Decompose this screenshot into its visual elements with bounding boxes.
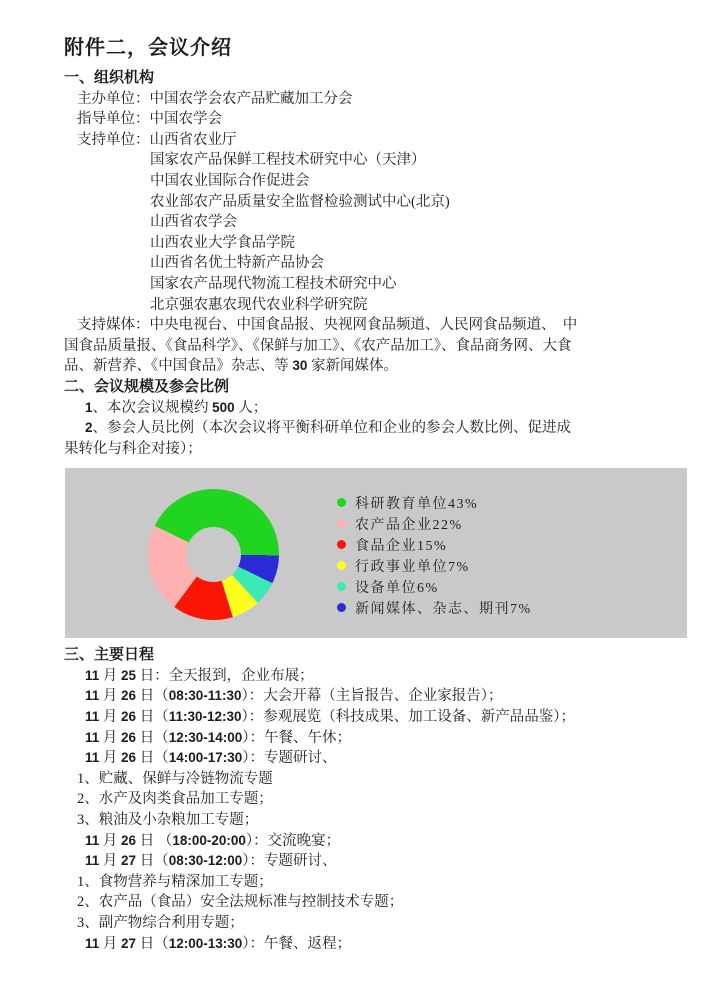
legend-label: 食品企业15% xyxy=(355,538,448,554)
advisor-unit-value: 中国农学会 xyxy=(149,111,222,128)
schedule-line: 11 月 27 日（12:00-13:30）：午餐、返程； xyxy=(85,935,351,952)
legend-dot-cyan xyxy=(337,582,346,591)
host-unit-line xyxy=(64,89,687,110)
legend-label: 农产品企业22% xyxy=(355,517,463,533)
legend-label: 设备单位6% xyxy=(355,580,439,596)
schedule-line: 11 月 25 日：全天报到，企业布展； xyxy=(85,667,314,684)
legend-label: 行政事业单位7% xyxy=(355,559,470,575)
scale-line: 果转化与科企对接）； xyxy=(64,440,202,457)
legend-dot-green xyxy=(337,498,346,507)
schedule-line: 11 月 26 日（14:00-17:30）：专题研讨、 xyxy=(85,750,337,767)
chart-legend xyxy=(337,492,532,618)
host-unit-value: 中国农学会农产品贮藏加工分会 xyxy=(149,90,353,107)
media-line: 品、新营养、《中国食品》杂志、等 30 家新闻媒体。 xyxy=(64,358,399,375)
schedule-topic-line: 3、粮油及小杂粮加工专题； xyxy=(77,812,259,829)
support-unit-line xyxy=(64,130,687,151)
legend-dot-yellow xyxy=(337,561,346,570)
section-org-heading: 一、组织机构 xyxy=(64,70,155,86)
donut-chart xyxy=(148,489,279,620)
legend-item xyxy=(337,555,532,576)
schedule-line: 11 月 26 日（08:30-11:30）：大会开幕（主旨报告、企业家报告）； xyxy=(85,688,503,705)
document-title: 附件二，会议介绍 xyxy=(64,37,232,59)
legend-item xyxy=(337,576,532,597)
legend-dot-pink xyxy=(337,519,346,528)
support-unit-line: 山西省名优土特新产品协会 xyxy=(150,255,324,272)
legend-label: 新闻媒体、杂志、期刊7% xyxy=(355,601,532,617)
schedule-topic-line: 3、副产物综合利用专题； xyxy=(77,915,244,931)
support-unit-value: 山西省农业厅 xyxy=(149,131,237,148)
schedule-line: 11 月 27 日（08:30-12:00）：专题研讨、 xyxy=(85,853,337,870)
schedule-topic-line: 2、水产及肉类食品加工专题； xyxy=(77,791,273,808)
legend-dot-red xyxy=(337,540,346,549)
section-scale-heading: 二、会议规模及参会比例 xyxy=(64,378,230,395)
schedule-line: 11 月 26 日（12:30-14:00）：午餐、午休； xyxy=(85,729,351,746)
support-unit-line: 北京强农惠农现代农业科学研究院 xyxy=(150,296,368,313)
media-line: 国食品质量报、《食品科学》、《保鲜与加工》、《农产品加工》、食品商务网、大食 xyxy=(64,337,572,354)
scale-line: 1、本次会议规模约 500 人； xyxy=(85,399,268,416)
legend-item xyxy=(337,513,532,534)
donut-hole xyxy=(186,527,241,582)
scale-line: 2、参会人员比例（本次会议将平衡科研单位和企业的参会人数比例、促进成 xyxy=(85,420,572,437)
schedule-line: 11 月 26 日 （18:00-20:00）：交流晚宴； xyxy=(85,832,341,849)
section-schedule-heading: 三、主要日程 xyxy=(64,647,155,664)
legend-label: 科研教育单位43% xyxy=(355,496,479,512)
legend-dot-blue xyxy=(337,603,346,612)
schedule-line: 11 月 26 日（11:30-12:30）：参观展览（科技成果、加工设备、新产品品鉴）； xyxy=(85,709,575,726)
support-unit-line: 山西农业大学食品学院 xyxy=(150,234,295,251)
legend-item xyxy=(337,534,532,555)
legend-item xyxy=(337,597,532,618)
media-line: 支持媒体：中央电视台、中国食品报、央视网食品频道、人民网食品频道、 中 xyxy=(77,317,578,334)
schedule-topic-line: 2、农产品（食品）安全法规标准与控制技术专题； xyxy=(77,894,404,911)
advisor-unit-label: 指导单位： xyxy=(77,111,150,128)
support-unit-line: 国家农产品保鲜工程技术研究中心（天津） xyxy=(150,152,426,169)
schedule-topic-line: 1、贮藏、保鲜与冷链物流专题 xyxy=(77,770,273,787)
schedule-topic-line: 1、食物营养与精深加工专题； xyxy=(77,873,273,890)
participation-chart-panel xyxy=(65,468,687,638)
support-unit-line: 中国农业国际合作促进会 xyxy=(150,172,310,189)
support-unit-line: 国家农产品现代物流工程技术研究中心 xyxy=(150,275,397,292)
host-unit-label: 主办单位： xyxy=(77,90,150,107)
support-unit-line: 农业部农产品质量安全监督检验测试中心(北京) xyxy=(150,193,450,210)
support-unit-line: 山西省农学会 xyxy=(150,214,237,231)
support-unit-label: 支持单位： xyxy=(77,131,150,148)
legend-item xyxy=(337,492,532,513)
advisor-unit-line xyxy=(64,109,687,130)
